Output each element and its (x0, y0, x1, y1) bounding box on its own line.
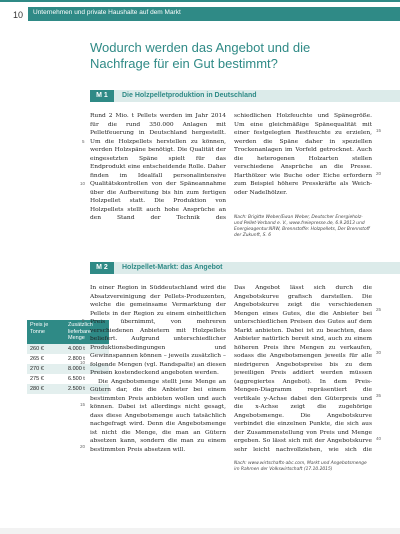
m1-left-column (90, 112, 226, 224)
quantity-cell: 8.000 t (65, 364, 109, 374)
running-title: Unternehmen und private Haushalte auf dem Markt (33, 9, 181, 16)
m1-right-text: schiedlichen Holzfeuchte und Spänegröße. Um eine gleichmäßige Spänequalität mit einer festgelegten Restfeuchte zu erzielen, werden die Späne daher in speziellen Trockenanlagen im Vorfeld getrocknet. Auch die heterogenen Holzarten stellen verschiedene Ansprüche an die Presse. Harthölzer wie Buche oder Eiche erfordern zum Beispiel höhere Presskräfte als Weich- oder Nadelhölzer. (234, 113, 372, 196)
page-footer-band (0, 528, 400, 534)
page-number: 10 (13, 10, 24, 20)
price-cell: 280 € (27, 384, 65, 394)
m2-left-column (90, 284, 226, 472)
m2-left-text: Die Angebotsmenge stellt jene Menge an Gütern dar, die die Anbieter bei einem bestimmten Preis anbieten wollen und auch können. Dabei ist allerdings nicht gesagt, dass diese Angebotsmenge auch tatsächlich nachgefragt wird. Denn die Angebotsmenge ist nicht die Menge, die man an Gütern absetzen kann, sondern die man zu einem bestimmten Preis absetzen will. (90, 378, 226, 453)
m2-right-column (234, 284, 372, 454)
m1-right-column (234, 112, 372, 222)
m1-line-number: 20 (376, 171, 382, 176)
m2-line-number: 30 (376, 350, 382, 355)
m1-line-number: 5 (82, 139, 85, 144)
quantity-cell: 2.800 t (65, 354, 109, 364)
m2-source: Nach: www.wirtschafts-abc.com, Markt und Angebotsmenge im Rahmen der Volkswirtschaft (17.10.2015) (234, 461, 367, 472)
m2-intro-text: In einer Region in Süddeutschland wird die Absatzvereinigung der Pellets-Produzenten, welche die gemeinsame Vermarktung der Pellets in der Region zu einem einheitlichen Preis übernimmt, von mehreren verschiedenen Anbietern mit Holzpellets beliefert. Aufgrund unterschiedlicher Produktionsbedingungen und Gewinnspannen können – jeweils zusätzlich – folgende Mengen (vgl. Randspalte) an diesen Preisen kostendeckend angeboten werden. (90, 285, 226, 376)
price-cell: 265 € (27, 354, 65, 364)
m1-line-number: 15 (376, 128, 382, 133)
m2-right-text: Das Angebot lässt sich durch die Angebotskurve grafisch darstellen. Die Angebotskurve zeigt die verschiedenen Mengen eines Gutes, die die Anbieter bei unterschiedlichen Preisen des Gutes auf dem Markt anbieten. Dabei ist zu beachten, dass Anbieter natürlich bereit sind, auch zu einem höheren Preis ihre Mengen zu verkaufen, sodass die Angebotsmengen jeweils für alle niedrigeren Angebotspreise bis zu dem jeweiligen Preis addiert werden müssen (aggregiertes Angebot). In dem Preis-Mengen-Diagramm repräsentiert die vertikale y-Achse dabei den Güterpreis und die x-Achse zeigt die zugehörige Angebotsmenge. Die Angebotskurve verbindet die einzelnen Punkte, die sich aus der Zusammenstellung von Preis und Menge ergeben. So lässt sich mit der Angebotskurve sehr leicht nachvollziehen, wie sich die (234, 285, 372, 453)
m2-badge: M 2 (90, 262, 114, 274)
m2-line-number: 20 (80, 444, 86, 449)
price-table-header-price: Preis je Tonne (27, 320, 65, 344)
m2-heading: Holzpellet-Markt: das Angebot (122, 264, 223, 271)
quantity-cell: 4.000 t (65, 344, 109, 354)
m2-line-number: 10 (80, 360, 86, 365)
m1-heading: Die Holzpelletproduktion in Deutschland (122, 92, 257, 99)
price-cell: 275 € (27, 374, 65, 384)
quantity-cell: 2.500 t (65, 384, 109, 394)
price-cell: 260 € (27, 344, 65, 354)
m1-badge: M 1 (90, 90, 114, 102)
m1-left-text: Rund 2 Mio. t Pellets werden im Jahr 2014 für die rund 350.000 Anlagen mit Pelletfeuerung in Deutschland hergestellt. Um die Holzpellets herstellen zu können, werden Holzspäne benötigt. Die Qualität der eingesetzten Späne spielt für das Endprodukt eine entscheidende Rolle. Daher finden im Idealfall personalintensive Qualitätskontrollen von der Späneannahme über die Aufbereitung bis hin zum fertigen Holzpellet statt. Die Produktion von Holzpellets stellt auch hohe Ansprüche an den Stand der Technik des (90, 113, 226, 221)
m2-line-number: 15 (80, 402, 86, 407)
top-rule (0, 0, 400, 2)
m1-line-number: 10 (80, 181, 86, 186)
m2-line-number: 35 (376, 393, 382, 398)
m2-line-number: 5 (82, 318, 85, 323)
m2-line-number: 25 (376, 307, 382, 312)
m1-source: Nach: Brigitte Weber/Ewan Weber, Deutscher Energieholz- und Pellet-Verband e. V., www.freiepresse.de, 6.9.2013 und Energieagentur.NRW, Brennstoffe: Holzpellets, Der Brennstoff der Zukunft, S. 6 (234, 215, 370, 238)
m2-line-number: 40 (376, 436, 382, 441)
price-cell: 270 € (27, 364, 65, 374)
quantity-cell: 6.500 t (65, 374, 109, 384)
page-title: Wodurch werden das Angebot und die Nachfrage für ein Gut bestimmt? (90, 40, 311, 71)
price-table-header-quantity: Zusätzlich lieferbare Menge (65, 320, 109, 344)
